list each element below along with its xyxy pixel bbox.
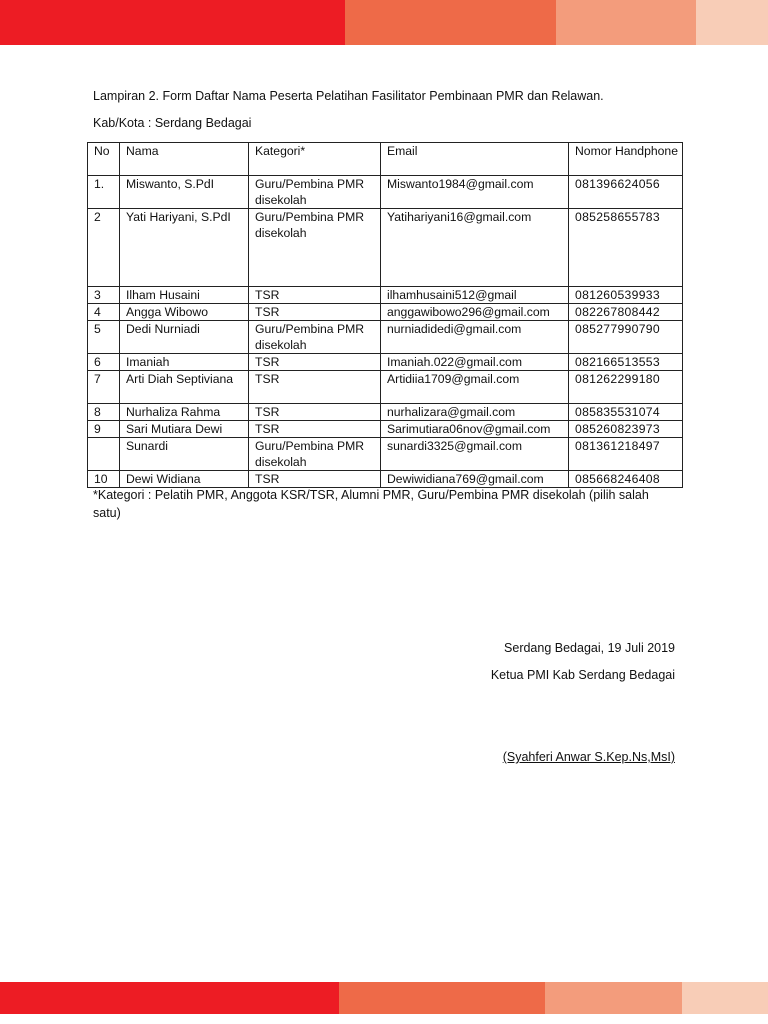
band-segment-orange	[339, 982, 545, 1014]
cell-hp: 081262299180	[569, 371, 683, 404]
cell-hp: 085277990790	[569, 321, 683, 354]
table-header-row	[88, 143, 683, 176]
cell-no: 9	[88, 421, 120, 438]
band-segment-salmon	[556, 0, 696, 45]
cell-nama: Arti Diah Septiviana	[120, 371, 249, 404]
table-row	[88, 287, 683, 304]
place-date: Serdang Bedagai, 19 Juli 2019	[504, 641, 675, 655]
table-row	[88, 421, 683, 438]
cell-no: 6	[88, 354, 120, 371]
cell-email: Miswanto1984@gmail.com	[381, 176, 569, 209]
cell-kategori: TSR	[249, 421, 381, 438]
cell-no: 10	[88, 471, 120, 488]
header-color-band	[0, 0, 768, 45]
header-email: Email	[381, 143, 569, 176]
cell-hp: 082267808442	[569, 304, 683, 321]
cell-no: 4	[88, 304, 120, 321]
participant-table	[87, 142, 683, 488]
cell-email: nurniadidedi@gmail.com	[381, 321, 569, 354]
cell-hp: 082166513553	[569, 354, 683, 371]
cell-email: Imaniah.022@gmail.com	[381, 354, 569, 371]
cell-nama: Imaniah	[120, 354, 249, 371]
cell-no: 5	[88, 321, 120, 354]
cell-no: 3	[88, 287, 120, 304]
cell-no	[88, 438, 120, 471]
cell-kategori: Guru/Pembina PMR disekolah	[249, 209, 381, 287]
table-row	[88, 471, 683, 488]
band-segment-orange	[345, 0, 556, 45]
header-kategori: Kategori*	[249, 143, 381, 176]
cell-nama: Nurhaliza Rahma	[120, 404, 249, 421]
cell-hp: 081260539933	[569, 287, 683, 304]
cell-hp: 085260823973	[569, 421, 683, 438]
table-row	[88, 176, 683, 209]
cell-nama: Sunardi	[120, 438, 249, 471]
cell-kategori: TSR	[249, 404, 381, 421]
cell-kategori: TSR	[249, 354, 381, 371]
band-segment-peach	[696, 0, 768, 45]
cell-nama: Angga Wibowo	[120, 304, 249, 321]
cell-nama: Miswanto, S.PdI	[120, 176, 249, 209]
category-footnote: *Kategori : Pelatih PMR, Anggota KSR/TSR, Alumni PMR, Guru/Pembina PMR disekolah (pilih salah satu)	[93, 488, 649, 520]
cell-hp: 081396624056	[569, 176, 683, 209]
cell-email: nurhalizara@gmail.com	[381, 404, 569, 421]
band-segment-red	[0, 982, 339, 1014]
cell-hp: 085668246408	[569, 471, 683, 488]
cell-email: ilhamhusaini512@gmail	[381, 287, 569, 304]
band-segment-peach	[682, 982, 768, 1014]
cell-kategori: Guru/Pembina PMR disekolah	[249, 176, 381, 209]
cell-no: 7	[88, 371, 120, 404]
cell-nama: Yati Hariyani, S.PdI	[120, 209, 249, 287]
cell-nama: Ilham Husaini	[120, 287, 249, 304]
region-label: Kab/Kota : Serdang Bedagai	[93, 116, 252, 130]
cell-no: 8	[88, 404, 120, 421]
table-row	[88, 304, 683, 321]
table-row	[88, 354, 683, 371]
table-row	[88, 371, 683, 404]
cell-kategori: Guru/Pembina PMR disekolah	[249, 321, 381, 354]
header-hp: Nomor Handphone	[569, 143, 683, 176]
cell-no: 1.	[88, 176, 120, 209]
header-nama: Nama	[120, 143, 249, 176]
signer-position: Ketua PMI Kab Serdang Bedagai	[490, 668, 675, 682]
cell-nama: Dewi Widiana	[120, 471, 249, 488]
table-row	[88, 438, 683, 471]
cell-email: Dewiwidiana769@gmail.com	[381, 471, 569, 488]
cell-nama: Sari Mutiara Dewi	[120, 421, 249, 438]
document-title: Lampiran 2. Form Daftar Nama Peserta Pelatihan Fasilitator Pembinaan PMR dan Relawan.	[93, 89, 604, 103]
cell-email: Yatihariyani16@gmail.com	[381, 209, 569, 287]
table-row	[88, 209, 683, 287]
cell-hp: 085258655783	[569, 209, 683, 287]
band-segment-salmon	[545, 982, 682, 1014]
cell-email: Artidiia1709@gmail.com	[381, 371, 569, 404]
cell-hp: 085835531074	[569, 404, 683, 421]
cell-email: sunardi3325@gmail.com	[381, 438, 569, 471]
cell-kategori: Guru/Pembina PMR disekolah	[249, 438, 381, 471]
cell-email: Sarimutiara06nov@gmail.com	[381, 421, 569, 438]
cell-hp: 081361218497	[569, 438, 683, 471]
table-row	[88, 404, 683, 421]
cell-email: anggawibowo296@gmail.com	[381, 304, 569, 321]
footer-color-band	[0, 982, 768, 1014]
table-row	[88, 321, 683, 354]
table-body	[88, 176, 683, 488]
cell-nama: Dedi Nurniadi	[120, 321, 249, 354]
cell-kategori: TSR	[249, 304, 381, 321]
cell-kategori: TSR	[249, 371, 381, 404]
signer-name: (Syahferi Anwar S.Kep.Ns,MsI)	[502, 750, 675, 764]
header-no: No	[88, 143, 120, 176]
cell-kategori: TSR	[249, 471, 381, 488]
band-segment-red	[0, 0, 345, 45]
cell-no: 2	[88, 209, 120, 287]
cell-kategori: TSR	[249, 287, 381, 304]
